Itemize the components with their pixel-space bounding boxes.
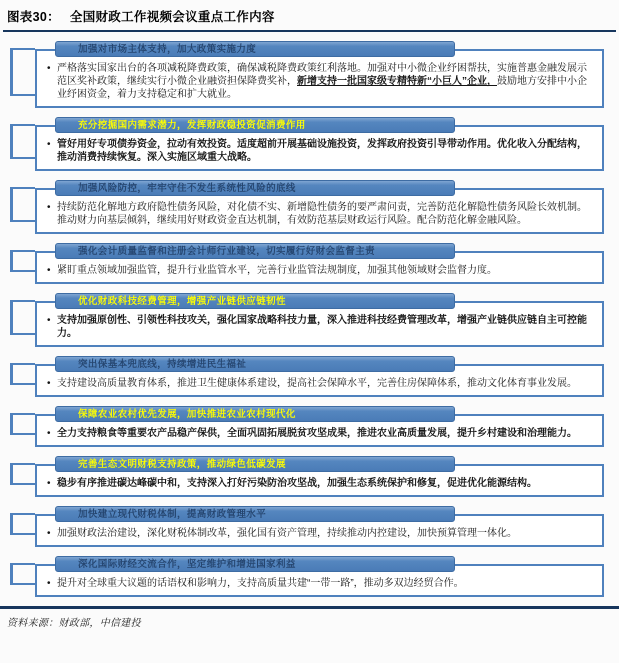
bullet-marker: • xyxy=(47,428,51,439)
section-header: 加强对市场主体支持，加大政策实施力度 xyxy=(55,41,455,57)
bullet-segment: 紧盯重点领域加强监管，提升行业监管水平，完善行业监管法规制度，加强其他领域财会监督力度。 xyxy=(57,265,497,276)
bullet-item xyxy=(47,264,590,277)
bullet-text xyxy=(57,201,590,227)
section xyxy=(0,556,619,597)
section xyxy=(0,356,619,397)
section-bracket-connector xyxy=(10,563,35,585)
source-line xyxy=(0,609,619,629)
bullet-item xyxy=(47,201,590,227)
sections-list xyxy=(0,41,619,597)
bullet-text xyxy=(57,314,590,340)
figure-title xyxy=(0,5,619,28)
bullet-text xyxy=(57,527,590,540)
section xyxy=(0,41,619,108)
bullet-segment: 全力支持粮食等重要农产品稳产保供，全面巩固拓展脱贫攻坚成果，推进农业高质量发展，提升乡村建设和治理能力。 xyxy=(57,428,577,439)
section-header: 突出保基本兜底线，持续增进民生福祉 xyxy=(55,356,455,372)
section-bracket-connector xyxy=(10,413,35,435)
bullet-marker: • xyxy=(47,578,51,589)
bullet-segment: 鼓励地方安排中小企业纾困资金，着力支持稳定和扩大就业。 xyxy=(57,76,587,100)
bullet-segment: 管好用好专项债券资金，拉动有效投资。适度超前开展基础设施投资，发挥政府投资引导带动作用。优化收入分配结构，推动消费持续恢复。深入实施区域重大战略。 xyxy=(57,139,587,163)
source-text: 财政部，中信建投 xyxy=(58,618,141,629)
figure-title-text: 全国财政工作视频会议重点工作内容 xyxy=(69,10,275,24)
section xyxy=(0,117,619,171)
bullet-segment: 支持建设高质量教育体系，推进卫生健康体系建设，提高社会保障水平，完善住房保障体系，推动文化体育事业发展。 xyxy=(57,378,577,389)
section-bracket-connector xyxy=(10,363,35,385)
bullet-text xyxy=(57,377,590,390)
bullet-item xyxy=(47,427,590,440)
bullet-item xyxy=(47,377,590,390)
section xyxy=(0,180,619,234)
figure-label: 图表30： xyxy=(7,10,60,24)
section-header: 加强风险防控，牢牢守住不发生系统性风险的底线 xyxy=(55,180,455,196)
bullet-segment: 持续防范化解地方政府隐性债务风险，对化债不实、新增隐性债务的要严肃问责，完善防范化解隐性债务风险长效机制。推动财力向基层倾斜，继续用好财政资金直达机制，有效防范基层财政运行风险。配合防范化解金融风险。 xyxy=(57,202,587,226)
bullet-segment: 稳步有序推进碳达峰碳中和，支持深入打好污染防治攻坚战，加强生态系统保护和修复，促进优化能源结构。 xyxy=(57,478,537,489)
source-label: 资料来源： xyxy=(7,618,59,629)
bullet-segment: 加强财政法治建设，深化财税体制改革，强化国有资产管理，持续推动内控建设，加快预算管理一体化。 xyxy=(57,528,517,539)
bullet-marker: • xyxy=(47,63,51,74)
bullet-segment: 提升对全球重大议题的话语权和影响力，支持高质量共建“一带一路”，推动多双边经贸合作。 xyxy=(57,578,464,589)
section xyxy=(0,243,619,284)
bullet-segment: 严格落实国家出台的各项减税降费政策，确保减税降费政策红利落地。加强对中小微企业纾困帮扶，实施普惠金融发展示范区奖补政策，继续实行小微企业融资担保降费奖补， xyxy=(57,63,587,87)
bullet-item xyxy=(47,138,590,164)
bullet-item xyxy=(47,477,590,490)
title-rule-line xyxy=(3,30,616,32)
section-bracket-connector xyxy=(10,513,35,535)
section-header: 加快建立现代财税体制，提高财政管理水平 xyxy=(55,506,455,522)
section-header: 优化财政科技经费管理，增强产业链供应链韧性 xyxy=(55,293,455,309)
section-header: 深化国际财经交流合作，坚定维护和增进国家利益 xyxy=(55,556,455,572)
bullet-marker: • xyxy=(47,378,51,389)
bullet-item xyxy=(47,577,590,590)
bullet-segment: 支持加强原创性、引领性科技攻关，强化国家战略科技力量，深入推进科技经费管理改革，增强产业链供应链自主可控能力。 xyxy=(57,315,587,339)
section-bracket-connector xyxy=(10,187,35,222)
section-content-box xyxy=(35,49,604,108)
bullet-marker: • xyxy=(47,478,51,489)
bullet-text xyxy=(57,264,590,277)
bullet-text xyxy=(57,577,590,590)
bullet-text xyxy=(57,427,590,440)
section xyxy=(0,506,619,547)
section xyxy=(0,406,619,447)
section-bracket-connector xyxy=(10,463,35,485)
section-header: 强化会计质量监督和注册会计师行业建设，切实履行好财会监督主责 xyxy=(55,243,455,259)
bullet-text xyxy=(57,62,590,101)
bullet-text xyxy=(57,477,590,490)
section xyxy=(0,456,619,497)
bullet-marker: • xyxy=(47,315,51,326)
bullet-segment: 新增支持一批国家级专精特新“小巨人”企业， xyxy=(297,76,497,87)
bullet-item xyxy=(47,62,590,101)
section xyxy=(0,293,619,347)
section-bracket-connector xyxy=(10,300,35,335)
section-header: 充分挖掘国内需求潜力，发挥财政稳投资促消费作用 xyxy=(55,117,455,133)
section-bracket-connector xyxy=(10,124,35,159)
section-header: 保障农业农村优先发展，加快推进农业农村现代化 xyxy=(55,406,455,422)
section-header: 完善生态文明财税支持政策，推动绿色低碳发展 xyxy=(55,456,455,472)
bullet-item xyxy=(47,314,590,340)
bullet-marker: • xyxy=(47,528,51,539)
bullet-marker: • xyxy=(47,139,51,150)
bullet-marker: • xyxy=(47,265,51,276)
section-bracket-connector xyxy=(10,250,35,272)
section-bracket-connector xyxy=(10,48,35,96)
bullet-text xyxy=(57,138,590,164)
bullet-marker: • xyxy=(47,202,51,213)
bullet-item xyxy=(47,527,590,540)
